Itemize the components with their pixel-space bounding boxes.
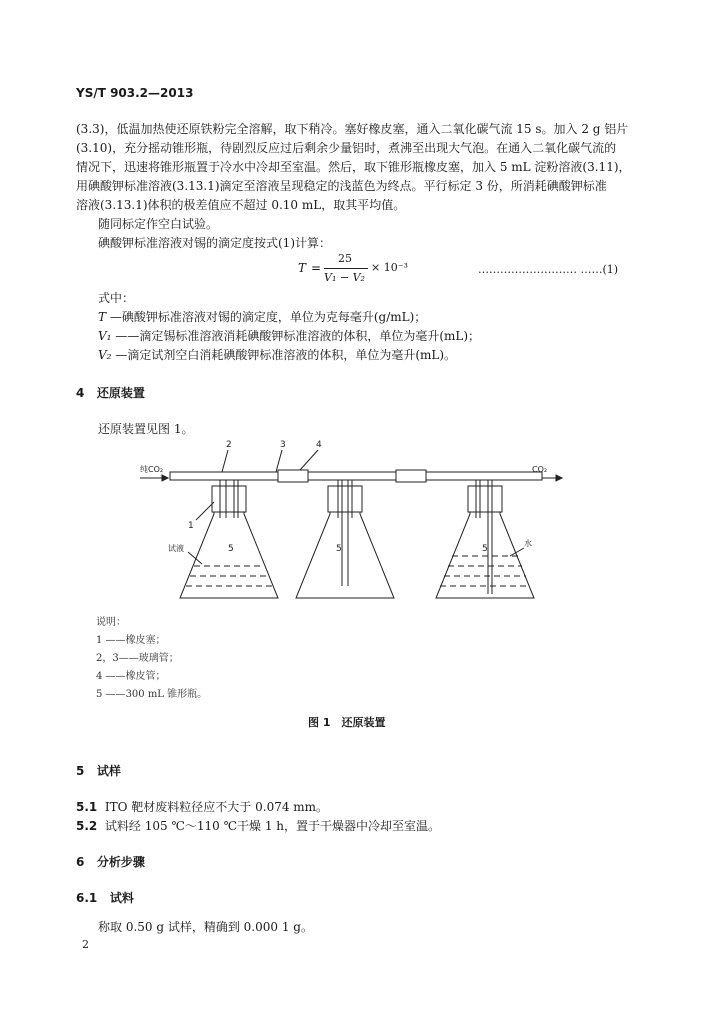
label-sample-solution: 试液 xyxy=(168,544,184,553)
variable-desc: 滴定试剂空白消耗碘酸钾标准溶液的体积，单位为毫升(mL)。 xyxy=(127,348,457,362)
blank-test-text: 随同标定作空白试验。 xyxy=(98,217,219,231)
outlet-arrowhead xyxy=(556,475,562,481)
conical-flask-1 xyxy=(180,480,278,598)
variable-symbol: V₁ xyxy=(98,329,112,343)
variable-symbol: V₂ xyxy=(98,348,112,362)
legend-item-1: 1 ——橡皮塞； xyxy=(96,635,166,646)
conical-flask-3 xyxy=(436,480,534,598)
section-6-1-heading: 6.1 试料 xyxy=(76,891,134,905)
label-5-flask-1: 5 xyxy=(228,544,234,554)
label-outlet: CO₂ xyxy=(532,465,548,474)
rubber-stopper-3 xyxy=(468,486,502,512)
intro-line-5: 溶液(3.13.1)体积的极差值应不超过 0.10 mL，取其平均值。 xyxy=(76,198,406,212)
label-4: 4 xyxy=(316,440,322,450)
fraction-bar xyxy=(324,268,368,269)
conical-flask-2 xyxy=(296,480,394,598)
intro-line-4: 用碘酸钾标准溶液(3.13.1)滴定至溶液呈现稳定的浅蓝色为终点。平行标定 3 份，所消耗碘酸钾标准 xyxy=(76,179,607,193)
section-4-text: 还原装置见图 1。 xyxy=(98,422,194,436)
intro-line-1: (3.3)，低温加热使还原铁粉完全溶解，取下稍冷。塞好橡皮塞，通入二氧化碳气流 15 s。加入 2 g 铝片 xyxy=(76,122,629,136)
section-5-heading: 5 试样 xyxy=(76,764,121,778)
formula-times: × 10⁻³ xyxy=(371,261,408,274)
label-water: 水 xyxy=(524,539,532,548)
section-4-heading: 4 还原装置 xyxy=(76,386,145,400)
reduction-apparatus-figure xyxy=(130,436,570,606)
clause-5-1: 5.1 ITO 靶材废料粒径应不大于 0.074 mm。 xyxy=(76,800,329,814)
variable-desc: 滴定锡标准溶液消耗碘酸钾标准溶液的体积，单位为毫升(mL)； xyxy=(139,329,481,343)
formula-number: ……………………… ……(1) xyxy=(478,263,619,276)
inlet-arrowhead xyxy=(162,475,168,481)
formula-numerator: 25 xyxy=(338,252,352,265)
label-5-flask-2: 5 xyxy=(336,544,342,554)
label-2: 2 xyxy=(226,440,232,450)
standard-code: YS/T 903.2—2013 xyxy=(76,86,194,100)
figure-caption: 图 1 还原装置 xyxy=(308,716,386,729)
rubber-tube-1 xyxy=(278,470,308,482)
label-3: 3 xyxy=(280,440,286,450)
variable-symbol: T xyxy=(98,310,107,324)
rubber-stopper-2 xyxy=(328,486,362,512)
formula-intro: 碘酸钾标准溶液对锡的滴定度按式(1)计算： xyxy=(98,236,331,250)
rubber-tube-2 xyxy=(396,470,426,482)
variable-def-v2: V₂ —滴定试剂空白消耗碘酸钾标准溶液的体积，单位为毫升(mL)。 xyxy=(98,348,457,362)
variable-def-v1: V₁ ——滴定锡标准溶液消耗碘酸钾标准溶液的体积，单位为毫升(mL)； xyxy=(98,329,481,343)
label-1: 1 xyxy=(188,521,194,531)
rubber-stopper-1 xyxy=(212,486,246,512)
formula-lhs: T xyxy=(298,261,307,275)
where-label: 式中： xyxy=(98,291,135,305)
intro-line-2: (3.10)，充分摇动锥形瓶，待剧烈反应过后剩余少量铝时，煮沸至出现大气泡。在通入二氧化碳气流的 xyxy=(76,141,617,155)
label-inlet: 纯CO₂ xyxy=(140,465,164,474)
legend-title: 说明： xyxy=(96,617,126,628)
variable-def-t: T —碘酸钾标准溶液对锡的滴定度，单位为克每毫升(g/mL)； xyxy=(98,310,427,324)
glass-tube xyxy=(170,472,542,480)
formula-denominator: V₁ − V₂ xyxy=(324,271,365,284)
formula-equals: = xyxy=(311,261,322,275)
section-6-heading: 6 分析步骤 xyxy=(76,855,145,869)
legend-item-4: 5 ——300 mL 锥形瓶。 xyxy=(96,689,208,700)
variable-desc: 碘酸钾标准溶液对锡的滴定度，单位为克每毫升(g/mL)； xyxy=(121,310,427,324)
label-5-flask-3: 5 xyxy=(482,544,488,554)
page-number: 2 xyxy=(82,938,89,951)
clause-5-2: 5.2 试料经 105 ℃～110 ℃干燥 1 h，置于干燥器中冷却至室温。 xyxy=(76,819,440,833)
intro-line-3: 情况下，迅速将锥形瓶置于冷水中冷却至室温。然后，取下锥形瓶橡皮塞，加入 5 mL 淀粉溶液(3.11)， xyxy=(76,160,631,174)
legend-item-2: 2，3——玻璃管； xyxy=(96,653,179,664)
legend-item-3: 4 ——橡皮管； xyxy=(96,671,166,682)
section-6-1-text: 称取 0.50 g 试样，精确到 0.000 1 g。 xyxy=(98,920,313,934)
